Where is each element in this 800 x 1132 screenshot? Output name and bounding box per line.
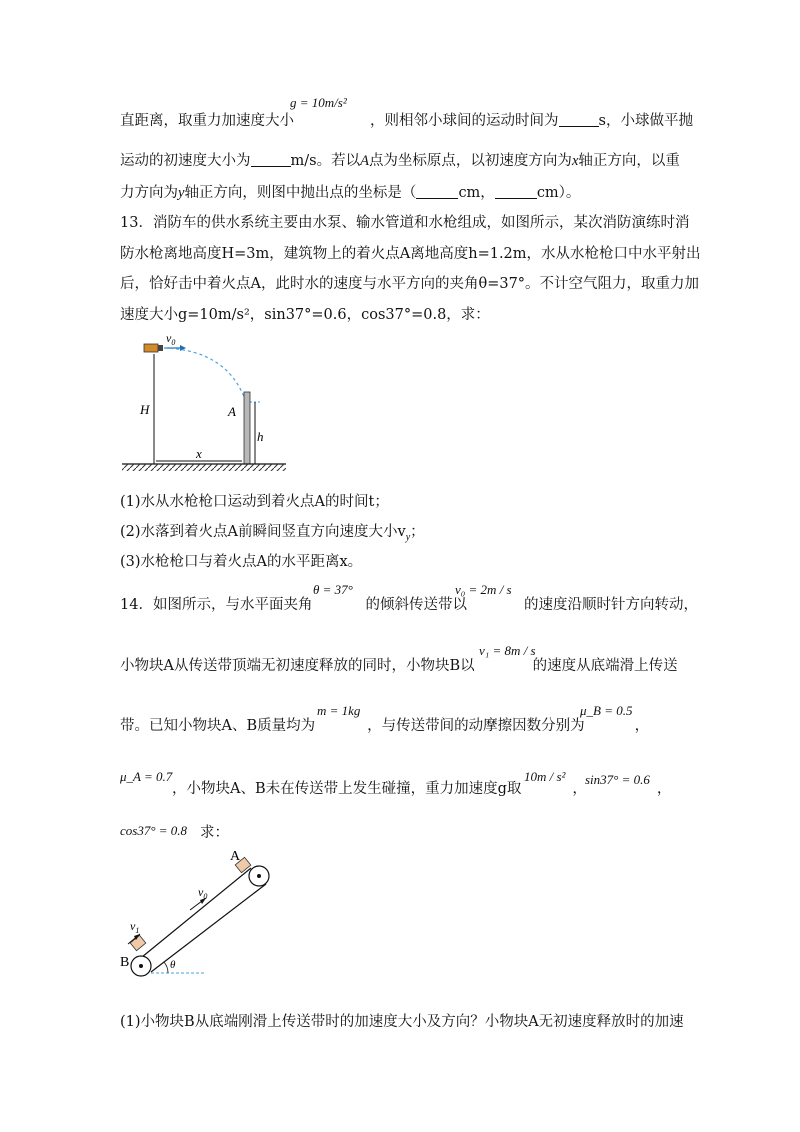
p12-text: y — [178, 185, 185, 201]
p14-text: ， — [634, 718, 650, 734]
v1-formula: v₁ = 8m / s — [479, 643, 536, 658]
gravity-formula: g = 10m/s² — [290, 95, 347, 110]
p12-text: cm）。 — [536, 185, 581, 201]
mass-formula: m = 1kg — [317, 703, 361, 718]
p14-text: ， — [572, 781, 587, 797]
p12-line-2 — [120, 151, 680, 171]
v0-formula: v₀ = 2m / s — [455, 582, 512, 597]
conveyor-belt-diagram — [118, 840, 283, 980]
v0-fig-label: $v_0$ — [198, 885, 208, 901]
p13-question-3: (3)水枪枪口与着火点A的水平距离x。 — [120, 554, 363, 570]
p13-question-2 — [120, 522, 425, 548]
g-value-formula: 10m / s² — [524, 769, 566, 784]
p14-text: ，与传送带间的动摩擦因数分别为 — [367, 718, 585, 734]
p14-line-3 — [120, 716, 649, 736]
p14-question-1: (1)小物块B从底端刚滑上传送带时的加速度大小及方向？小物块A无初速度释放时的加速 — [120, 1014, 684, 1030]
A-label: A — [228, 404, 236, 419]
p13-line-2: 防水枪离地高度H=3m，建筑物上的着火点A离地高度h=1.2m，水从水枪枪口中水平射出 — [120, 246, 701, 262]
p12-text: ，则相邻小球间的运动时间为 — [370, 113, 559, 129]
p14-line-5: 求： — [200, 825, 229, 841]
v1-fig-label: $v_1$ — [130, 919, 140, 935]
building — [244, 392, 250, 464]
p14-text: 的倾斜传送带以 — [365, 597, 467, 613]
theta-fig-label: θ — [170, 959, 176, 971]
muA-formula: μ_A = 0.7 — [120, 769, 173, 784]
p13-line-1: 13．消防车的供水系统主要由水泵、输水管道和水枪组成，如图所示，某次消防演练时消 — [120, 215, 690, 231]
p13-line-4: 速度大小g=10m/s²，sin37°=0.6，cos37°=0.8，求： — [120, 307, 490, 323]
p14-line-4 — [120, 779, 671, 799]
p12-text: 点为坐标原点，以初速度方向为 — [368, 153, 572, 169]
answer-blank — [495, 184, 537, 199]
x-label: x — [196, 446, 202, 461]
sin-formula: sin37° = 0.6 — [585, 772, 650, 787]
block-B — [130, 935, 146, 950]
p14-text: 14．如图所示，与水平面夹角 — [120, 597, 313, 613]
p14-text: 的速度沿顺时针方向转动， — [523, 597, 698, 613]
p14-line-2 — [120, 656, 678, 676]
p14-text: 带。已知小物块A、B质量均为 — [120, 718, 316, 734]
p12-text: 力方向为 — [120, 185, 178, 201]
answer-blank — [251, 152, 291, 167]
nozzle — [144, 344, 158, 352]
answer-blank — [559, 112, 599, 127]
p14-line-1 — [120, 595, 698, 615]
p13-q2-sub: y — [405, 531, 411, 543]
p14-text: ， — [656, 781, 672, 797]
H-label: H — [140, 402, 150, 417]
p12-text: m/s。若以 — [290, 153, 361, 169]
p12-text: A — [360, 153, 369, 169]
p12-text: 直距离，取重力加速度大小 — [120, 113, 294, 129]
p14-text: 的速度从底端滑上传送 — [532, 658, 678, 674]
p13-q2-text: (2)水落到着火点A前瞬间竖直方向速度大小v — [120, 524, 406, 540]
p12-text: 轴正方向，则图中抛出点的坐标是（ — [184, 185, 417, 201]
block-B-label: B — [120, 955, 130, 970]
water-trajectory — [164, 348, 246, 402]
p13-q2-end: ； — [410, 524, 425, 540]
v0-label: $v_0$ — [166, 331, 176, 347]
p12-text: 轴正方向，以重 — [578, 153, 680, 169]
p12-text: 运动的初速度大小为 — [120, 153, 251, 169]
p12-text: x — [571, 153, 579, 169]
block-A-label: A — [230, 849, 241, 864]
p12-line-1 — [120, 111, 693, 131]
p13-line-3: 后，恰好击中着火点A，此时水的速度与水平方向的夹角θ=37°。不计空气阻力，取重力加 — [120, 276, 700, 292]
theta-formula: θ = 37° — [313, 582, 353, 597]
cos-formula: cos37° = 0.8 — [120, 823, 188, 838]
answer-blank — [416, 184, 458, 199]
p12-text: cm， — [458, 185, 495, 201]
muB-formula: μ_B = 0.5 — [580, 703, 633, 718]
h-label: h — [257, 429, 264, 444]
p14-text: ，小物块A、B未在传送带上发生碰撞，重力加速度g取 — [172, 781, 522, 797]
belt-upper — [142, 868, 251, 957]
fire-hose-diagram — [118, 330, 298, 480]
p12-text: s，小球做平抛 — [598, 113, 693, 129]
p14-text: 小物块A从传送带顶端无初速度释放的同时，小物块B以 — [120, 658, 475, 674]
p12-line-3 — [120, 183, 580, 203]
p13-question-1: (1)水从水枪枪口运动到着火点A的时间t； — [120, 494, 389, 510]
belt-lower — [151, 884, 266, 972]
nozzle-tip — [158, 345, 163, 351]
